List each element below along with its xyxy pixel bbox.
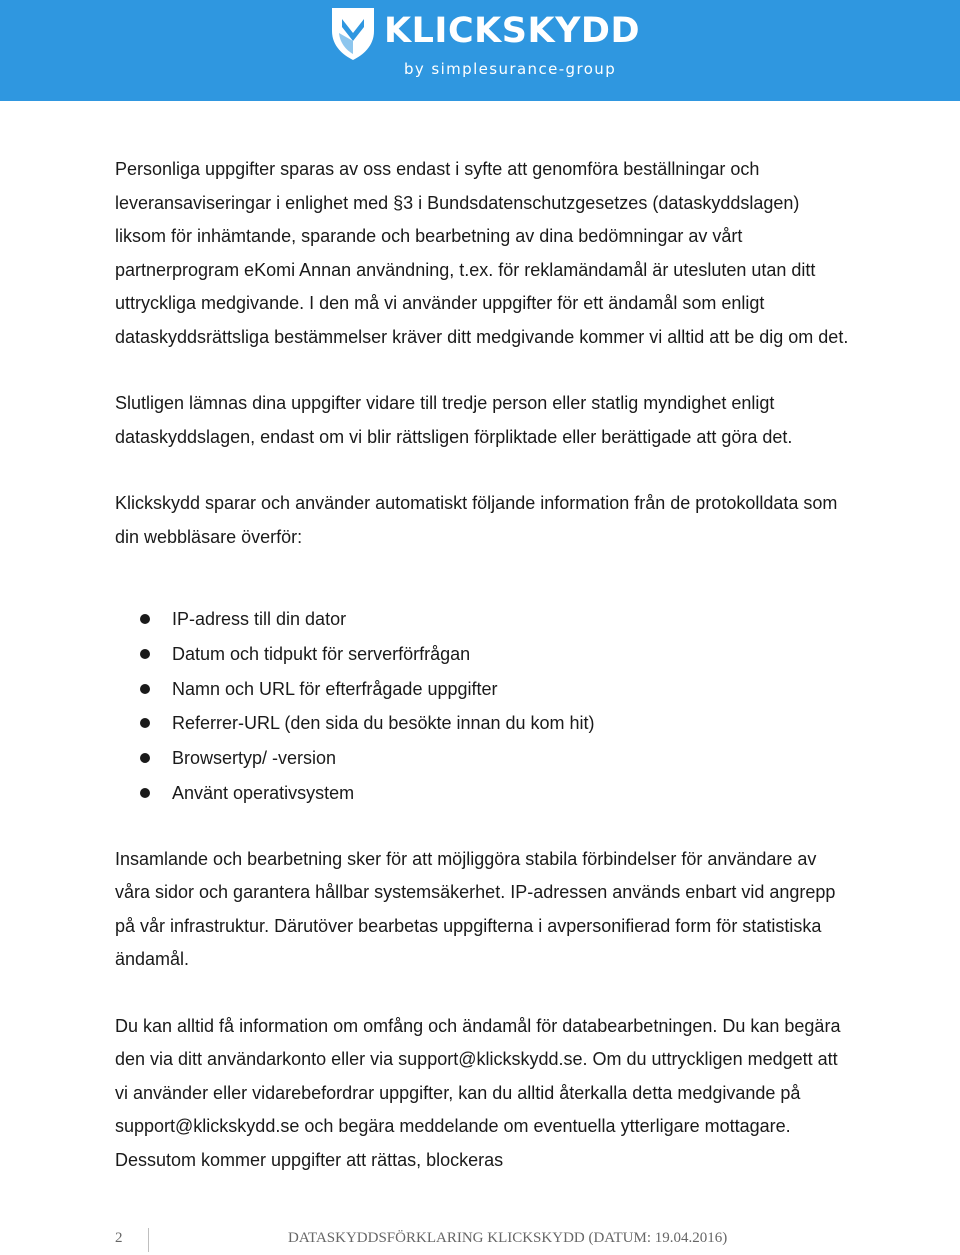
list-item xyxy=(115,741,855,776)
paragraph-processing-purpose: Insamlande och bearbetning sker för att möjliggöra stabila förbindelser för användare av våra sidor och garantera hållbar systemsäkerhet. IP-adressen används enbart vid angrepp på vår infrastruktur. Därutöver bearbetas uppgifterna i avpersonifierad form för statistiska ändamål. xyxy=(115,848,836,970)
bullet-icon xyxy=(140,718,150,728)
bullet-icon xyxy=(140,614,150,624)
paragraph-third-party: Slutligen lämnas dina uppgifter vidare till tredje person eller statlig myndighet enligt dataskyddslagen, endast om vi blir rättsligen förpliktade eller berättigade att göra det. xyxy=(115,393,793,447)
list-item-text: IP-adress till din dator xyxy=(172,609,347,629)
list-item-text: Använt operativsystem xyxy=(172,782,355,803)
list-item xyxy=(115,602,855,637)
list-item-text: Referrer-URL (den sida du besökte innan du kom hit) xyxy=(172,713,595,734)
bullet-icon xyxy=(140,649,150,659)
list-item-text: Namn och URL för efterfrågade uppgifter xyxy=(172,678,498,699)
footer-divider xyxy=(148,1228,149,1252)
bullet-icon xyxy=(140,753,150,763)
paragraph-storage-purpose: Personliga uppgifter sparas av oss endast i syfte att genomföra beställningar och leveransaviseringar i enlighet med §3 i Bundsdatenschutzgesetzes (dataskyddslagen) liksom för inhämtande, sparande och bearbetning av dina bedömningar av vårt partnerprogram eKomi Annan användning, t.ex. för reklamändamål är utesluten utan ditt uttryckliga medgivande. I den må vi använder uppgifter för ett ändamål som enligt dataskyddsrättsliga bestämmelser kräver ditt medgivande kommer vi alltid att be dig om det. xyxy=(115,159,849,347)
footer-document-title: DATASKYDDSFÖRKLARING KLICKSKYDD (DATUM: 19.04.2016) xyxy=(288,1230,728,1246)
list-item xyxy=(115,776,855,811)
klickskydd-logo xyxy=(330,5,650,85)
list-item xyxy=(115,637,855,672)
list-item xyxy=(115,706,855,741)
document-body xyxy=(115,153,855,1177)
protocol-data-list xyxy=(115,602,855,811)
bullet-icon xyxy=(140,788,150,798)
list-item-text: Browsertyp/ -version xyxy=(172,748,337,769)
page-header xyxy=(0,0,960,101)
paragraph-protocol-data: Klickskydd sparar och använder automatiskt följande information från de protokolldata som din webbläsare överför: xyxy=(115,493,838,547)
list-item-text: Datum och tidpukt för serverförfrågan xyxy=(172,643,471,664)
brand-tagline: by simplesurance-group xyxy=(404,60,617,78)
shield-icon xyxy=(330,5,376,61)
page-footer xyxy=(0,1222,960,1255)
paragraph-information-rights: Du kan alltid få information om omfång och ändamål för databearbetningen. Du kan begära den via ditt användarkonto eller via support@klickskydd.se. Om du uttryckligen medgett att vi använder eller vidarebefordrar uppgifter, kan du alltid återkalla detta medgivande på support@klickskydd.se och begära meddelande om eventuella ytterligare mottagare. Dessutom kommer uppgifter att rättas, blockeras xyxy=(115,1015,841,1170)
page-number: 2 xyxy=(115,1230,123,1246)
list-item xyxy=(115,672,855,707)
bullet-icon xyxy=(140,684,150,694)
brand-name: KLICKSKYDD xyxy=(384,11,641,51)
